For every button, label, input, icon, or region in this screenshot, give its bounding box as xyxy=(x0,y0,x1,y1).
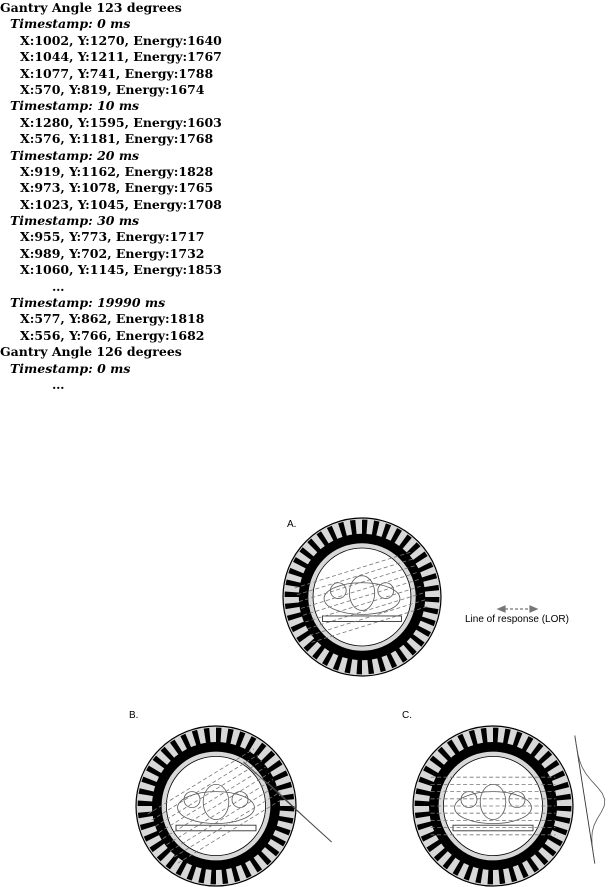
event-record: X:1280, Y:1595, Energy:1603 xyxy=(20,114,222,130)
event-record: X:576, Y:1181, Energy:1768 xyxy=(20,131,214,147)
event-record: X:989, Y:702, Energy:1732 xyxy=(20,245,205,261)
scanner-panel-c xyxy=(413,726,605,886)
scanner-panel-a xyxy=(283,518,441,676)
gantry-angle-heading: Gantry Angle 126 degrees xyxy=(0,344,182,360)
gantry-angle-heading: Gantry Angle 123 degrees xyxy=(0,0,182,15)
timestamp-heading: Timestamp: 30 ms xyxy=(10,213,140,229)
event-record: X:973, Y:1078, Energy:1765 xyxy=(20,180,214,196)
event-record: X:1060, Y:1145, Energy:1853 xyxy=(20,262,222,278)
event-record: X:577, Y:862, Energy:1818 xyxy=(20,311,205,327)
timestamp-heading: Timestamp: 0 ms xyxy=(10,16,131,32)
event-record: X:1023, Y:1045, Energy:1708 xyxy=(20,196,222,212)
lor-legend-arrow-icon xyxy=(498,606,537,612)
event-record: X:1044, Y:1211, Energy:1767 xyxy=(20,49,222,65)
event-record: X:556, Y:766, Energy:1682 xyxy=(20,327,205,343)
ellipsis: … xyxy=(52,278,65,294)
projection-profile xyxy=(575,736,605,864)
panel-c-label: C. xyxy=(402,710,412,721)
event-record: X:1002, Y:1270, Energy:1640 xyxy=(20,32,222,48)
timestamp-heading: Timestamp: 10 ms xyxy=(10,98,140,114)
event-record: X:570, Y:819, Energy:1674 xyxy=(20,81,205,97)
timestamp-heading: Timestamp: 19990 ms xyxy=(10,295,166,311)
timestamp-heading: Timestamp: 20 ms xyxy=(10,147,140,163)
event-record: X:1077, Y:741, Energy:1788 xyxy=(20,65,214,81)
timestamp-heading: Timestamp: 0 ms xyxy=(10,360,131,376)
ellipsis: … xyxy=(52,376,65,392)
lor-legend-label: Line of response (LOR) xyxy=(465,614,569,625)
event-record: X:955, Y:773, Energy:1717 xyxy=(20,229,205,245)
panel-a-label: A. xyxy=(287,519,297,530)
event-record: X:919, Y:1162, Energy:1828 xyxy=(20,163,214,179)
panel-b-label: B. xyxy=(129,710,139,721)
scanner-panel-b xyxy=(136,726,332,886)
